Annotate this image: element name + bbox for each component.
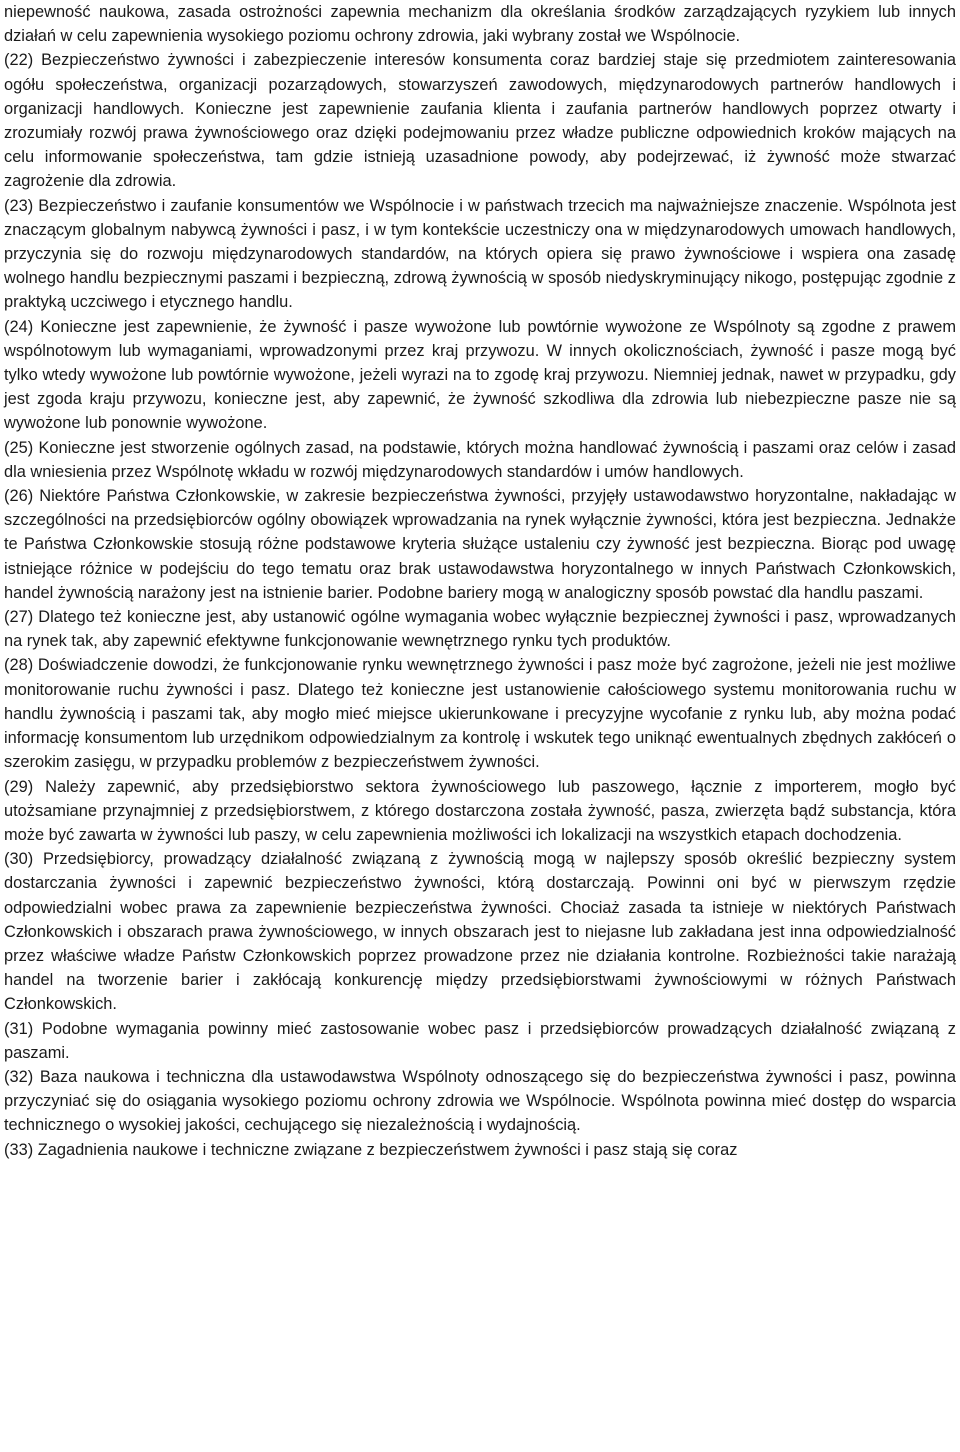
paragraph-33 bbox=[4, 1138, 956, 1162]
paragraph-text: Konieczne jest stworzenie ogólnych zasad, na podstawie, których można handlować żywnością i paszami oraz celów i zasad dla wniesienia przez Wspólnotę wkładu w rozwój międzynarodowych standardów i umów handlowych. bbox=[4, 438, 956, 481]
paragraph-text: Konieczne jest zapewnienie, że żywność i pasze wywożone lub powtórnie wywożone ze Wspólnoty są zgodne z prawem wspólnotowym lub wymaganiami, wprowadzonymi przez kraj przywozu. W innych okolicznościach, żywność i pasze mogą być tylko wtedy wywożone lub powtórnie wywożone, jeżeli wyrazi na to zgodę kraj przywozu. Niemniej jednak, nawet w przypadku, gdy jest zgoda kraju przywozu, konieczne jest, aby zapewnić, że żywność szkodliwa dla zdrowia lub niebezpieczne pasze nie są wywożone lub ponownie wywożone. bbox=[4, 317, 956, 433]
paragraph-text: Dlatego też konieczne jest, aby ustanowić ogólne wymagania wobec wyłącznie bezpiecznej żywności i pasz, wprowadzanych na rynek tak, aby zapewnić efektywne funkcjonowanie wewnętrznego rynku tych produktów. bbox=[4, 608, 956, 651]
paragraph-text: Doświadczenie dowodzi, że funkcjonowanie rynku wewnętrznego żywności i pasz może być zagrożone, jeżeli nie jest możliwe monitorowanie ruchu żywności i pasz. Dlatego też konieczne jest ustanowienie całościowego systemu monitorowania ruchu w handlu żywnością i paszami tak, aby mogło mieć miejsce ukierunkowane i precyzyjne wycofanie z rynku lub, aby można podać informację konsumentom lub urzędnikom odpowiedzialnym za kontrolę i wskutek tego uniknąć ewentualnych zbędnych zakłóceń o szerokim zasięgu, w przypadku problemów z bezpieczeństwem żywności. bbox=[4, 656, 956, 772]
paragraph-number: (31) bbox=[4, 1019, 34, 1038]
paragraph-24 bbox=[4, 315, 956, 436]
paragraph-text: Podobne wymagania powinny mieć zastosowanie wobec pasz i przedsiębiorców prowadzących działalność związaną z paszami. bbox=[4, 1019, 956, 1062]
paragraph-number: (32) bbox=[4, 1067, 34, 1086]
paragraph-23 bbox=[4, 194, 956, 315]
paragraph-31 bbox=[4, 1017, 956, 1065]
paragraph-28 bbox=[4, 653, 956, 774]
paragraph-number: (26) bbox=[4, 487, 34, 506]
paragraph-text: Baza naukowa i techniczna dla ustawodawstwa Wspólnoty odnoszącego się do bezpieczeństwa żywności i pasz, powinna przyczyniać się do osiągania wysokiego poziomu ochrony zdrowia we Wspólnocie. Wspólnota powinna mieć dostęp do wsparcia technicznego o wysokiej jakości, cechującego się niezależnością i wydajnością. bbox=[4, 1067, 956, 1135]
paragraph-text: Przedsiębiorcy, prowadzący działalność związaną z żywnością mogą w najlepszy sposób określić bezpieczny system dostarczania żywności i zapewnić bezpieczeństwo żywności, którą dostarczają. Powinni oni być w pierwszym rzędzie odpowiedzialni wobec prawa za zapewnienie bezpieczeństwa żywności. Chociaż zasada ta istnieje w niektórych Państwach Członkowskich i obszarach prawa żywnościowego, w innych obszarach jest to niejasne lub zakładana jest inna odpowiedzialność przez właściwe władze Państw Członkowskich poprzez prowadzone przez nie działania kontrolne. Rozbieżności takie narażają handel na tworzenie barier i zakłócają konkurencję między przedsiębiorstwami żywnościowymi w różnych Państwach Członkowskich. bbox=[4, 850, 956, 1014]
paragraph-number: (28) bbox=[4, 656, 34, 675]
paragraph-26 bbox=[4, 484, 956, 605]
paragraph-22 bbox=[4, 48, 956, 193]
paragraph-continuation bbox=[4, 0, 956, 48]
paragraph-30 bbox=[4, 847, 956, 1016]
paragraph-number: (29) bbox=[4, 777, 34, 796]
paragraph-text: Niektóre Państwa Członkowskie, w zakresie bezpieczeństwa żywności, przyjęły ustawodawstwo horyzontalne, nakładając w szczególności na przedsiębiorców ogólny obowiązek wprowadzania na rynek wyłącznie żywności, która jest bezpieczna. Jednakże te Państwa Członkowskie stosują różne podstawowe kryteria służące ustaleniu czy żywność jest bezpieczna. Biorąc pod uwagę istniejące różnice w podejściu do tego tematu oraz brak ustawodawstwa horyzontalnego w innych Państwach Członkowskich, handel żywnością narażony jest na istnienie barier. Podobne bariery mogą w analogiczny sposób powstać dla handlu paszami. bbox=[4, 487, 956, 602]
paragraph-number: (24) bbox=[4, 317, 34, 336]
paragraph-text: Należy zapewnić, aby przedsiębiorstwo sektora żywnościowego lub paszowego, łącznie z importerem, mogło być utożsamiane przynajmniej z przedsiębiorstwem, z którego dostarczona została żywność, pasza, zwierzęta bądź substancja, która może być zawarta w żywności lub paszy, w celu zapewnienia możliwości ich lokalizacji na wszystkich etapach dochodzenia. bbox=[4, 777, 956, 844]
paragraph-text: niepewność naukowa, zasada ostrożności zapewnia mechanizm dla określania środków zarządzających ryzykiem lub innych działań w celu zapewnienia wysokiego poziomu ochrony zdrowia, jaki wybrany został we Wspólnocie. bbox=[4, 3, 956, 46]
paragraph-text: Bezpieczeństwo żywności i zabezpieczenie interesów konsumenta coraz bardziej staje się przedmiotem zainteresowania ogółu społeczeństwa, organizacji pozarządowych, stowarzyszeń zawodowych, międzynarodowych partnerów handlowych i organizacji handlowych. Konieczne jest zapewnienie zaufania klienta i zaufania partnerów handlowych poprzez otwarty i zrozumiały rozwój prawa żywnościowego oraz dzięki podejmowaniu przez władze publiczne odpowiednich kroków mających na celu informowanie społeczeństwa, tam gdzie istnieją uzasadnione powody, aby podejrzewać, iż żywność może stwarzać zagrożenie dla zdrowia. bbox=[4, 51, 956, 191]
paragraph-number: (30) bbox=[4, 850, 34, 869]
paragraph-27 bbox=[4, 605, 956, 653]
paragraph-number: (22) bbox=[4, 51, 34, 70]
paragraph-number: (23) bbox=[4, 196, 34, 215]
document-page bbox=[4, 0, 956, 1162]
paragraph-text: Zagadnienia naukowe i techniczne związane z bezpieczeństwem żywności i pasz stają się coraz bbox=[33, 1140, 738, 1159]
paragraph-32 bbox=[4, 1065, 956, 1138]
paragraph-number: (25) bbox=[4, 438, 34, 457]
paragraph-25 bbox=[4, 436, 956, 484]
paragraph-number: (27) bbox=[4, 608, 34, 627]
paragraph-number: (33) bbox=[4, 1140, 34, 1159]
paragraph-text: Bezpieczeństwo i zaufanie konsumentów we Wspólnocie i w państwach trzecich ma najważniejsze znaczenie. Wspólnota jest znaczącym globalnym nabywcą żywności i pasz, i w tym kontekście uczestniczy ona w międzynarodowych umowach handlowych, przyczynia się do rozwoju międzynarodowych standardów, na których opiera się prawo żywnościowe i wspiera ona zasadę wolnego handlu bezpiecznymi paszami i bezpieczną, zdrową żywnością w sposób niedyskryminujący nikogo, postępując zgodnie z praktyką uczciwego i etycznego handlu. bbox=[4, 196, 956, 312]
paragraph-29 bbox=[4, 775, 956, 848]
